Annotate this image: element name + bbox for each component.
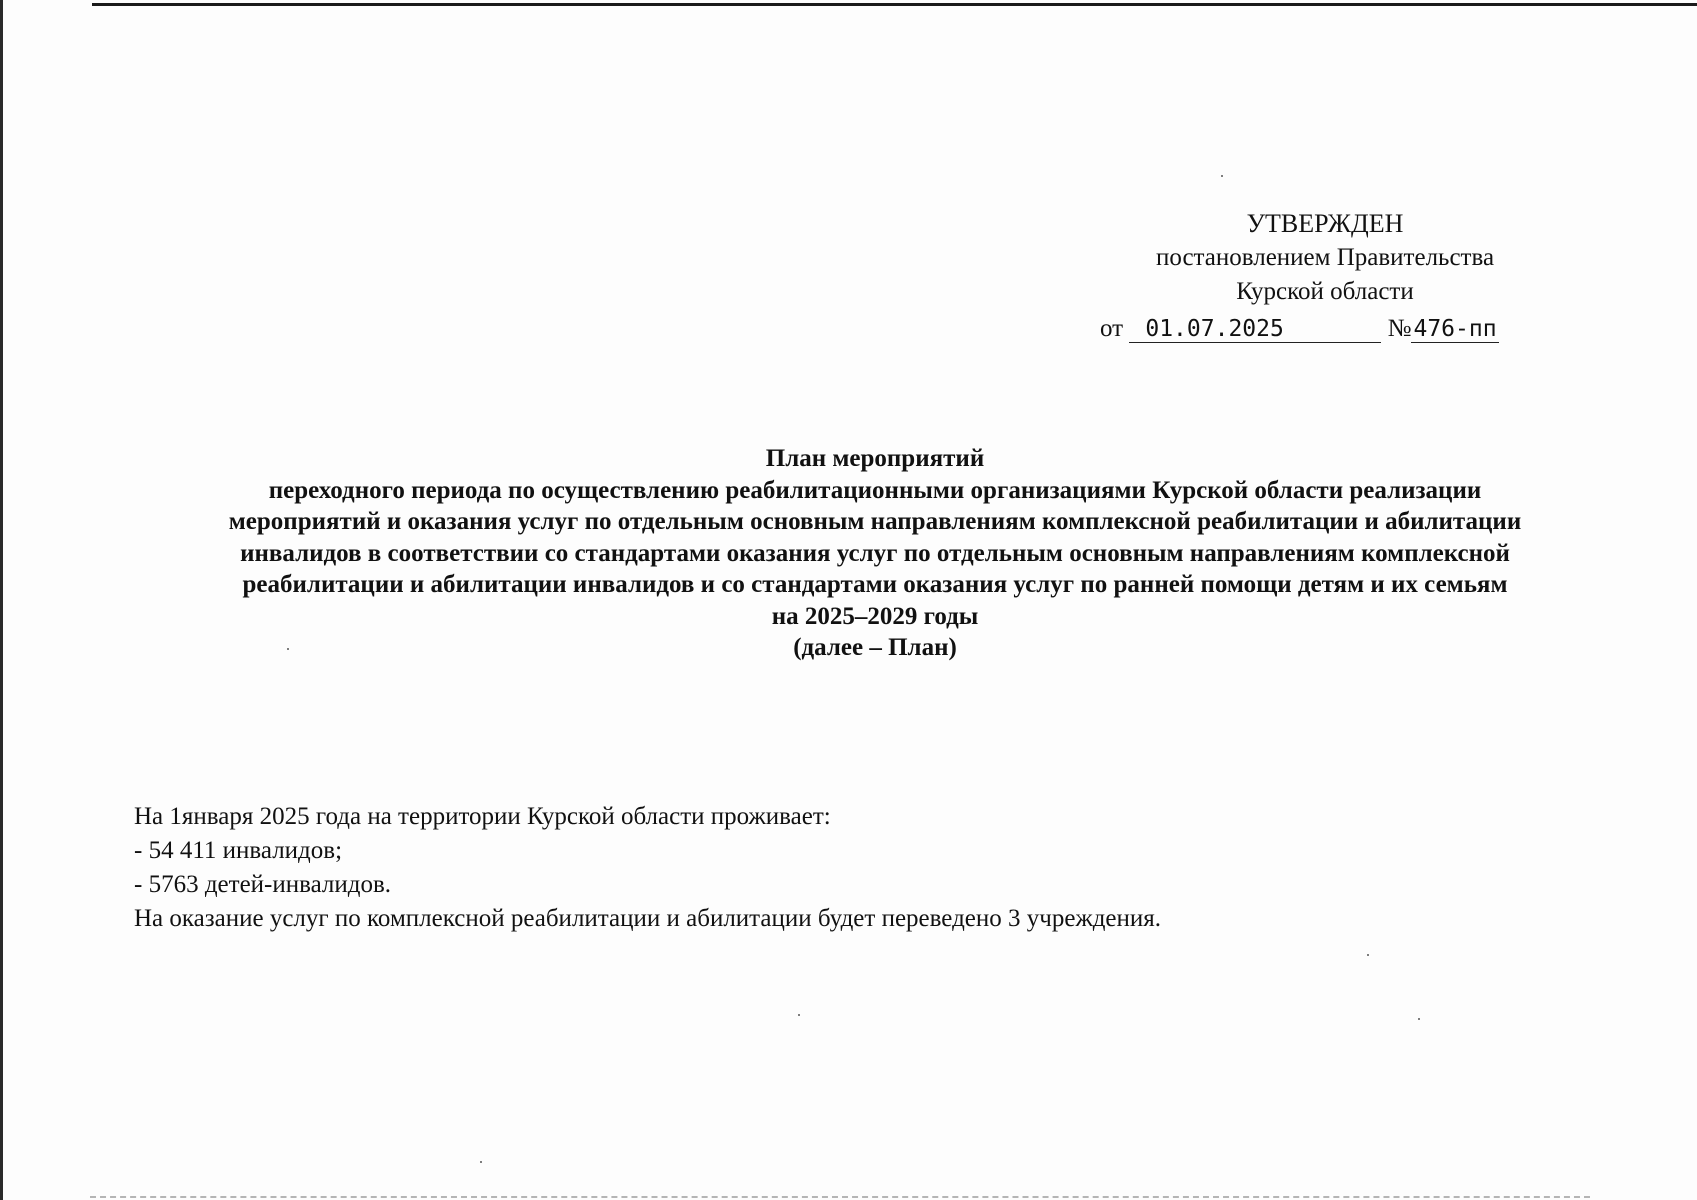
- decree-date-number-line: [1100, 315, 1570, 343]
- approval-stamp-block: [1090, 207, 1560, 309]
- plan-title-line: мероприятий и оказания услуг по отдельным основным направлениям комплексной реабилитации и абилитации: [228, 508, 1522, 535]
- plan-title-line: инвалидов в соответствии со стандартами оказания услуг по отдельным основным направлениям комплексной: [240, 539, 1510, 567]
- plan-title-block: [110, 443, 1640, 664]
- scan-speck: [1367, 954, 1369, 956]
- decree-date-field: 01.07.2025: [1129, 316, 1381, 343]
- approval-authority: постановлением Правительства: [1155, 244, 1495, 271]
- plan-title-line: переходного периода по осуществлению реабилитационными организациями Курской области реализации: [268, 476, 1482, 504]
- approval-region: Курской области: [1236, 278, 1414, 305]
- scan-speck: [798, 1014, 800, 1016]
- plan-title-period: на 2025–2029 годы: [771, 602, 979, 630]
- scan-edge-left: [0, 0, 3, 1200]
- scan-edge-bottom: [90, 1196, 1590, 1199]
- plan-title-heading: План мероприятий: [765, 445, 985, 472]
- body-conclusion: На оказание услуг по комплексной реабилитации и абилитации будет переведено 3 учреждения.: [134, 905, 1162, 932]
- scan-speck: [1221, 175, 1223, 177]
- decree-number-prefix: №: [1387, 315, 1412, 342]
- scan-edge-top: [92, 3, 1697, 6]
- body-intro: На 1января 2025 года на территории Курской области проживает:: [134, 803, 831, 830]
- plan-title-alias: (далее – План): [793, 634, 957, 661]
- decree-date-prefix: от: [1100, 315, 1124, 342]
- decree-number-field: 476-пп: [1413, 316, 1497, 342]
- body-list-item: - 5763 детей-инвалидов.: [134, 871, 392, 898]
- document-body: [134, 800, 1614, 936]
- scan-speck: [1418, 1018, 1420, 1020]
- plan-title-line: реабилитации и абилитации инвалидов и со стандартами оказания услуг по ранней помощи детям и их семьям: [242, 571, 1508, 598]
- scan-speck: [480, 1161, 482, 1163]
- scan-speck: [287, 648, 289, 650]
- approval-heading: УТВЕРЖДЕН: [1246, 209, 1404, 238]
- body-list-item: - 54 411 инвалидов;: [134, 837, 343, 864]
